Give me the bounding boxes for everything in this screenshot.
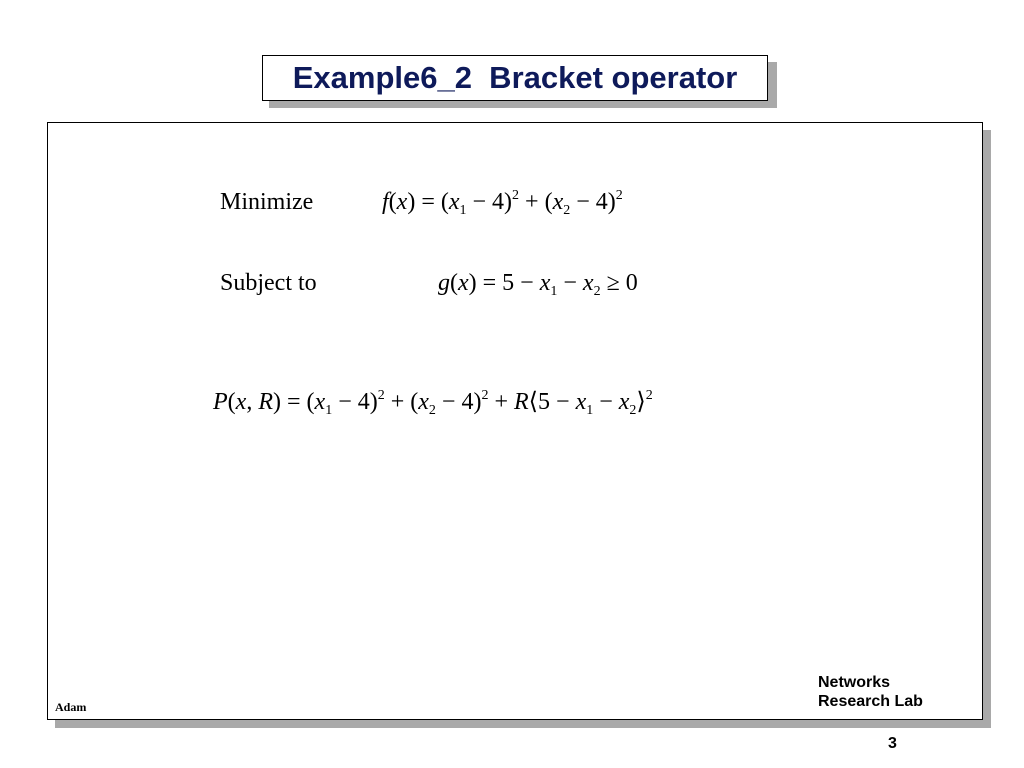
constraint-label: Subject to xyxy=(220,270,317,296)
slide-title: Example6_2 Bracket operator xyxy=(262,55,768,101)
footer-lab-line2: Research Lab xyxy=(818,693,923,710)
constraint-row xyxy=(220,270,638,299)
penalty-function xyxy=(213,388,653,418)
penalty-expression: P(x, $R) = (x_1 - 4)^2 + (x_2 - 4)^2$ + R⟨5 − $x_1$ − $x_2⟩^2$ xyxy=(213,388,653,418)
constraint-expression: $g(x) = 5 - x_1 - x_2 \ge 0$ xyxy=(438,270,638,299)
footer-lab-line1: Networks xyxy=(818,674,891,691)
footer-author: Adam xyxy=(55,700,87,714)
objective-expression: $f(x) = (x_1 - 4)^2 + (x_2 - 4)^2$ xyxy=(382,188,623,218)
objective-label: Minimize xyxy=(220,189,314,215)
footer-lab xyxy=(818,673,923,711)
page-number: 3 xyxy=(888,735,897,752)
objective-row xyxy=(220,188,623,218)
